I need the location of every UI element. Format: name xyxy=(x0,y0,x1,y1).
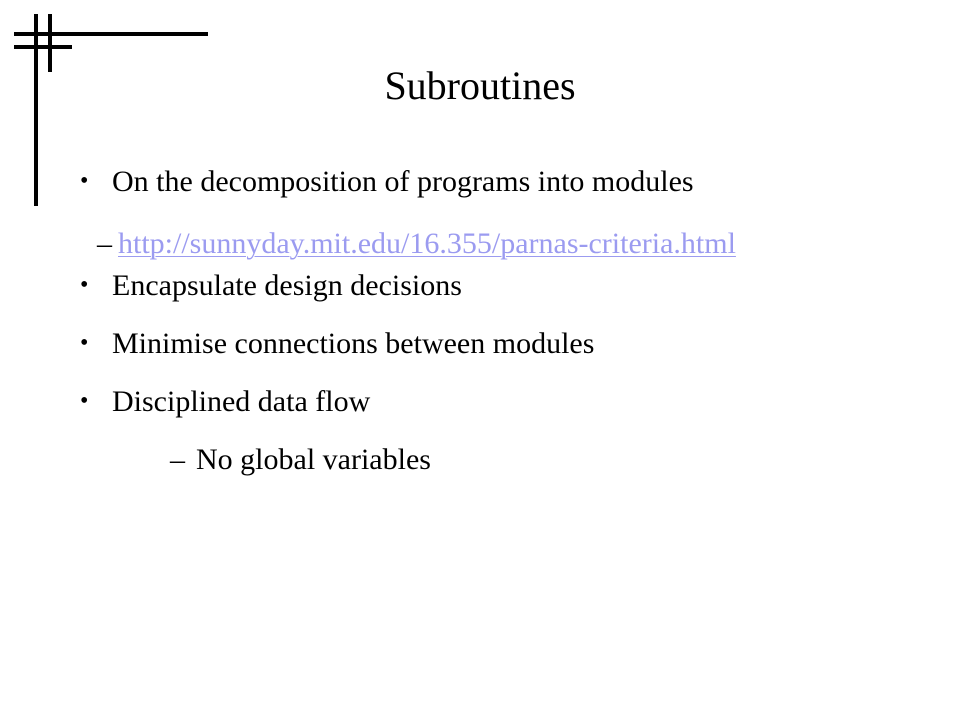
frame-horizontal-line-long xyxy=(14,32,208,36)
bullet-marker: • xyxy=(80,272,89,298)
bullet-text-minimise: Minimise connections between modules xyxy=(112,327,595,360)
bullet-marker: • xyxy=(80,168,89,194)
bullet-marker: • xyxy=(80,330,89,356)
bullet-text-decomposition: On the decomposition of programs into modules xyxy=(112,165,694,198)
bullet-text-encapsulate: Encapsulate design decisions xyxy=(112,269,462,302)
sub-bullet-text-no-globals: No global variables xyxy=(196,443,431,476)
bullet-marker: • xyxy=(80,388,89,414)
bullet-text-data-flow: Disciplined data flow xyxy=(112,385,371,418)
parnas-criteria-link[interactable]: http://sunnyday.mit.edu/16.355/parnas-criteria.html xyxy=(118,227,736,260)
frame-horizontal-line-short xyxy=(14,45,72,49)
sub-bullet-marker: – xyxy=(170,443,185,476)
sub-bullet-marker: – xyxy=(97,227,112,260)
slide-title: Subroutines xyxy=(384,63,576,108)
